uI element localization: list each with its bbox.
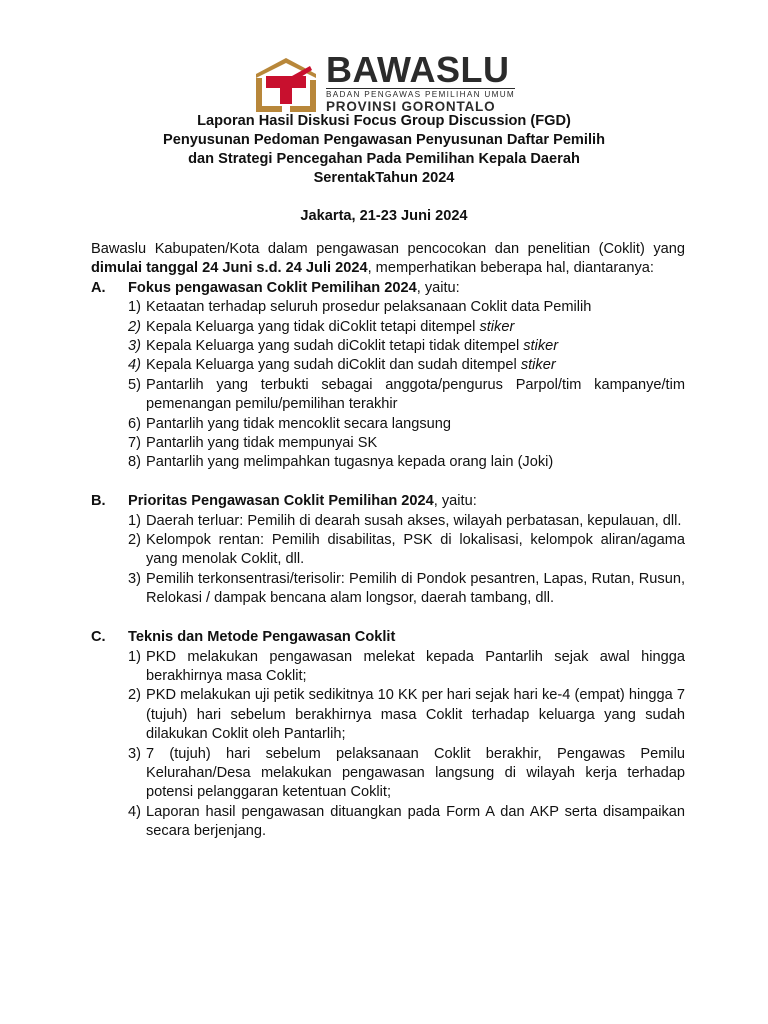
item-text: Kepala Keluarga yang sudah diCoklit tetapi tidak ditempel — [146, 338, 524, 355]
report-title — [0, 112, 768, 226]
item-number: 3) — [128, 570, 141, 587]
item-text: Pemilih terkonsentrasi/terisolir: Pemilih di Pondok pesantren, Lapas, Rutan, Rusun, Relokasi / dampak bencana alam longsor, daerah tambang, dll. — [146, 570, 685, 607]
item-text: Pantarlih yang tidak mencoklit secara langsung — [146, 415, 452, 432]
list-item — [128, 745, 685, 803]
spacer — [91, 473, 685, 492]
list-item — [128, 298, 685, 317]
section-a — [91, 279, 685, 473]
item-number: 1) — [128, 512, 141, 529]
item-number: 7) — [128, 435, 141, 452]
bawaslu-emblem-icon — [252, 54, 320, 112]
item-number: 3) — [128, 745, 141, 762]
list-item — [128, 337, 685, 356]
section-c-list — [91, 648, 685, 842]
intro-paragraph — [91, 240, 685, 279]
item-emphasis: stiker — [523, 338, 559, 355]
item-text: Pantarlih yang terbukti sebagai anggota/pengurus Parpol/tim kampanye/tim pemenangan pemilu/pemilihan terakhir — [146, 376, 685, 413]
title-line: Laporan Hasil Diskusi Focus Group Discussion (FGD) — [197, 113, 571, 129]
list-item — [128, 415, 685, 434]
item-number: 8) — [128, 454, 141, 471]
list-item — [128, 512, 685, 531]
list-item — [128, 803, 685, 842]
section-letter: A. — [91, 279, 106, 296]
item-text: PKD melakukan pengawasan melekat kepada Pantarlih sejak awal hingga berakhirnya masa Coklit; — [146, 648, 685, 684]
item-number: 3) — [128, 338, 141, 355]
item-text: Kepala Keluarga yang tidak diCoklit tetapi ditempel — [146, 318, 480, 335]
section-b-list — [91, 512, 685, 609]
report-body — [91, 240, 685, 842]
section-title: Fokus pengawasan Coklit Pemilihan 2024 — [128, 279, 417, 296]
list-item — [128, 453, 685, 472]
section-suffix: , yaitu: — [416, 279, 460, 296]
list-item — [128, 356, 685, 375]
logo-name: BAWASLU — [326, 49, 510, 90]
item-number: 2) — [128, 687, 141, 704]
intro-text-end: , memperhatikan beberapa hal, diantaranya: — [367, 260, 654, 277]
list-item — [128, 570, 685, 609]
list-item — [128, 531, 685, 570]
item-number: 6) — [128, 415, 141, 432]
item-number: 2) — [128, 318, 141, 335]
list-item — [128, 434, 685, 453]
section-c — [91, 628, 685, 841]
list-item — [128, 318, 685, 337]
spacer — [91, 609, 685, 628]
item-text: Pantarlih yang melimpahkan tugasnya kepada orang lain (Joki) — [146, 454, 554, 471]
logo-subtitle: BADAN PENGAWAS PEMILIHAN UMUM — [326, 90, 516, 99]
section-title: Prioritas Pengawasan Coklit Pemilihan 2024 — [128, 493, 434, 510]
intro-date-range: dimulai tanggal 24 Juni s.d. 24 Juli 2024 — [91, 260, 368, 277]
bawaslu-logo — [252, 49, 516, 114]
item-number: 4) — [128, 357, 141, 374]
section-letter: C. — [91, 629, 106, 646]
item-text: Pantarlih yang tidak mempunyai SK — [146, 435, 378, 452]
item-text: Daerah terluar: Pemilih di dearah susah akses, wilayah perbatasan, kepulauan, dll. — [146, 512, 682, 529]
section-letter: B. — [91, 493, 106, 510]
place-date: Jakarta, 21-23 Juni 2024 — [300, 208, 468, 224]
logo-province: PROVINSI GORONTALO — [326, 99, 496, 114]
item-emphasis: stiker — [520, 357, 556, 374]
section-title: Teknis dan Metode Pengawasan Coklit — [128, 629, 396, 646]
title-line: SerentakTahun 2024 — [313, 170, 455, 186]
intro-text: Bawaslu Kabupaten/Kota dalam pengawasan pencocokan dan penelitian (Coklit) yang — [91, 241, 685, 257]
item-text: Laporan hasil pengawasan dituangkan pada Form A dan AKP serta disampaikan secara berjenjang. — [146, 803, 685, 840]
title-line: Penyusunan Pedoman Pengawasan Penyusunan Daftar Pemilih — [163, 132, 605, 148]
item-number: 1) — [128, 648, 141, 665]
item-number: 1) — [128, 299, 141, 316]
item-number: 5) — [128, 376, 141, 393]
item-text: Kepala Keluarga yang sudah diCoklit dan sudah ditempel — [146, 357, 521, 374]
list-item — [128, 648, 685, 687]
list-item — [128, 376, 685, 415]
title-line: dan Strategi Pencegahan Pada Pemilihan Kepala Daerah — [188, 151, 580, 167]
section-a-list — [91, 298, 685, 473]
section-b — [91, 492, 685, 608]
item-text: PKD melakukan uji petik sedikitnya 10 KK per hari sejak hari ke-4 (empat) hingga 7 (tujuh) hari sebelum berakhirnya masa Coklit terhadap keluarga yang sudah dilakukan Coklit oleh Pantarlih; — [146, 687, 685, 743]
item-number: 2) — [128, 532, 141, 549]
list-item — [128, 686, 685, 744]
section-suffix: , yaitu: — [433, 493, 477, 510]
item-text: Ketaatan terhadap seluruh prosedur pelaksanaan Coklit data Pemilih — [146, 299, 592, 316]
item-emphasis: stiker — [479, 318, 515, 335]
item-text: 7 (tujuh) hari sebelum pelaksanaan Coklit berakhir, Pengawas Pemilu Kelurahan/Desa melakukan pengawasan langsung di wilayah kerja terhadap potensi pelanggaran ketentuan Coklit; — [146, 745, 685, 801]
item-number: 4) — [128, 803, 141, 820]
item-text: Kelompok rentan: Pemilih disabilitas, PSK di lokalisasi, kelompok aliran/agama yang menolak Coklit, dll. — [146, 532, 685, 568]
